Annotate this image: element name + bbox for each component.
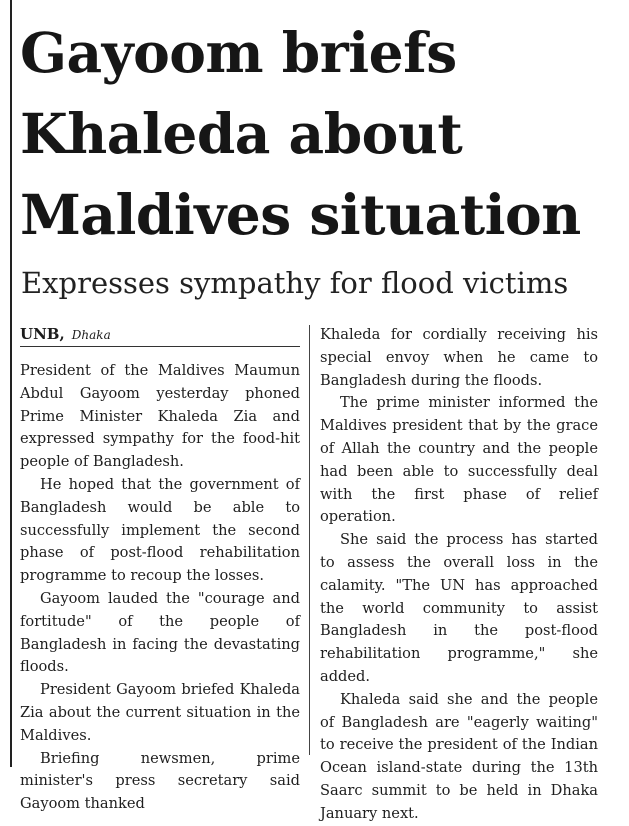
byline-rule [20, 346, 300, 347]
article-paragraph: President of the Maldives Maumun Abdul Gayoom yesterday phoned Prime Minister Khaleda Zia and expressed sympathy for the food-hit people of Bangladesh. [20, 362, 300, 471]
article-paragraph: President Gayoom briefed Khaleda Zia about the current situation in the Maldives. [20, 681, 300, 744]
article-paragraph: The prime minister informed the Maldives president that by the grace of Allah the country and the people had been able to successfully deal with the first phase of relief operation. [320, 394, 598, 526]
headline-line-1: Gayoom briefs [20, 20, 457, 85]
byline [20, 324, 300, 343]
article-column-left [20, 360, 300, 816]
article-paragraph: Gayoom lauded the "courage and fortitude" of the people of Bangladesh in facing the devastating floods. [20, 589, 300, 676]
headline [20, 12, 620, 255]
article-paragraph: He hoped that the government of Bangladesh would be able to successfully implement the second phase of post-flood rehabilitation programme to recoup the losses. [20, 475, 300, 585]
headline-line-3: Maldives situation [20, 182, 581, 247]
headline-line-2: Khaleda about [20, 101, 463, 166]
byline-agency: UNB, [20, 325, 65, 343]
byline-place: Dhaka [71, 328, 111, 342]
article-paragraph: Khaleda said she and the people of Bangladesh are "eagerly waiting" to receive the president of the Indian Ocean island-state during the 13th Saarc summit to be held in Dhaka January next. [320, 690, 598, 822]
subheadline: Expresses sympathy for flood victims [21, 266, 569, 300]
left-column-rule [10, 0, 12, 767]
article-paragraph: Briefing newsmen, prime minister's press secretary said Gayoom thanked [20, 749, 300, 813]
article-column-right [320, 324, 598, 826]
article-paragraph: Khaleda for cordially receiving his special envoy when he came to Bangladesh during the floods. [320, 326, 598, 389]
article-paragraph: She said the process has started to assess the overall loss in the calamity. "The UN has approached the world community to assist Bangladesh in the post-flood rehabilitation programme," she added. [320, 531, 598, 685]
column-divider [309, 325, 310, 755]
